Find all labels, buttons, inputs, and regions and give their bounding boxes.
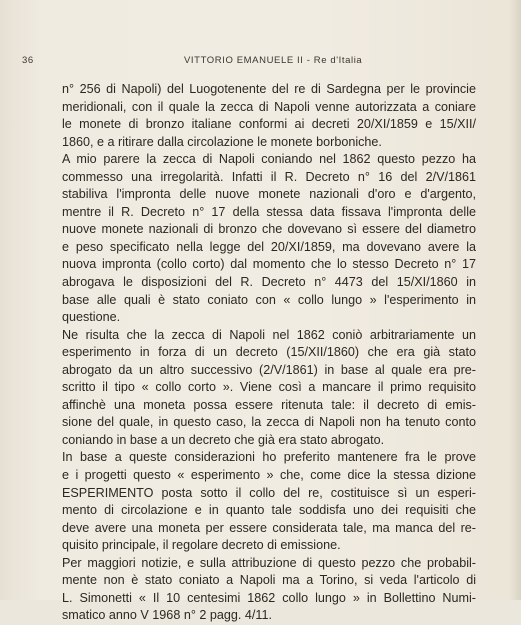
text-line: affinchè una moneta possa essere ritenuta tale: il decreto di emis- — [62, 397, 476, 412]
text-line: scritto il tipo « collo corto ». Viene così a mancare il primo requisito — [62, 380, 476, 395]
body-text — [62, 81, 476, 625]
text-line: A mio parere la zecca di Napoli coniando nel 1862 questo pezzo ha — [62, 152, 476, 167]
text-line: mente non è stato coniato a Napoli ma a Torino, si veda l'articolo di — [62, 573, 476, 588]
text-line: stabiliva l'impronta delle nuove monete nazionali d'oro e d'argento, — [62, 187, 476, 202]
text-line: Ne risulta che la zecca di Napoli nel 1862 coniò arbitrariamente un — [62, 327, 476, 342]
text-line: sione del quale, in questo caso, la zecca di Napoli non ha tenuto conto — [62, 415, 476, 430]
text-line: commesso una irregolarità. Infatti il R. Decreto n° 16 del 2/V/1861 — [62, 169, 476, 184]
text-line: base alle quali è stato coniato con « collo lungo » l'esperimento in — [62, 292, 476, 307]
text-line: coniando in base a un decreto che già era stato abrogato. — [62, 432, 385, 447]
text-line: abrogava le disposizioni del R. Decreto n° 4473 del 15/XI/1860 in — [62, 275, 476, 290]
page-header — [22, 55, 491, 69]
running-head: VITTORIO EMANUELE II - Re d'Italia — [184, 55, 363, 66]
page-edge-shadow — [509, 0, 521, 600]
text-line: In base a queste considerazioni ho preferito mantenere fra le prove — [62, 450, 476, 465]
text-line: meridionali, con il quale la zecca di Napoli venne autorizzata a coniare — [62, 99, 476, 114]
text-line: mento di circolazione e in quanto tale soddisfa uno dei requisiti che — [62, 503, 476, 518]
text-line: mentre il R. Decreto n° 17 della stessa data fissava l'impronta delle — [62, 204, 476, 219]
text-line: smatico anno V 1968 n° 2 pagg. 4/11. — [62, 608, 272, 623]
text-line: n° 256 di Napoli) del Luogotenente del re di Sardegna per le provincie — [62, 82, 476, 96]
text-line: abrogato da un altro successivo (2/V/1861) in base al quale era pre- — [62, 362, 476, 377]
text-line: e peso specificato nella legge del 20/XI/1859, ma dovevano avere la — [62, 239, 476, 254]
text-line: ESPERIMENTO posta sotto il collo del re, costituisce sì un esperi- — [62, 485, 476, 500]
text-line: Per maggiori notizie, e sulla attribuzione di questo pezzo che probabil- — [62, 555, 476, 570]
text-line: e i progetti questo « esperimento » che, come dice la stessa dizione — [62, 468, 476, 483]
text-line: le monete di bronzo italiane conformi ai decreti 20/XI/1859 e 15/XII/ — [62, 117, 476, 132]
text-line: nuove monete nazionali di bronzo che dovevano sì essere del diametro — [62, 222, 476, 237]
text-line: L. Simonetti « Il 10 centesimi 1862 collo lungo » in Bollettino Numi- — [62, 590, 476, 605]
text-line: questione. — [62, 310, 121, 325]
text-line: esperimento in forza di un decreto (15/XII/1860) che era già stato — [62, 345, 476, 360]
text-line: 1860, e a ritirare dalla circolazione le monete borboniche. — [62, 134, 382, 149]
page-number: 36 — [22, 55, 34, 66]
text-line: quisito principale, il regolare decreto di emissione. — [62, 538, 341, 553]
text-line: deve avere una moneta per essere considerata tale, ma manca del re- — [62, 520, 476, 535]
text-line: nuova impronta (collo corto) dal momento che lo stesso Decreto n° 17 — [62, 257, 476, 272]
